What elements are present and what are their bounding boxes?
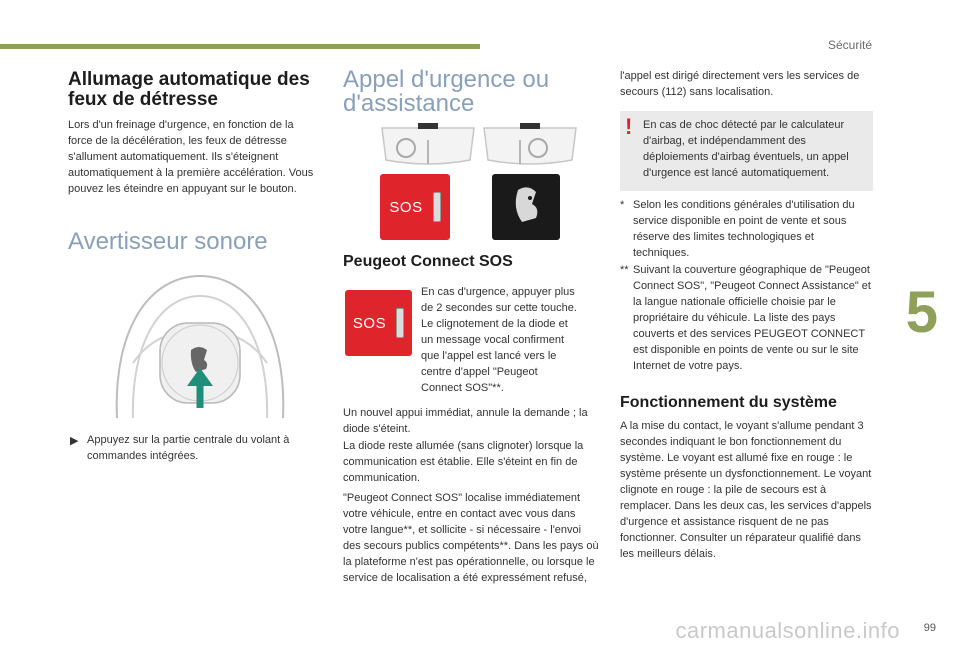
hazard-text: Lors d'un freinage d'urgence, en fonction de la force de la décélération, les feux de détresse s'allument automatiquement. Ils s'éteignent automatiquement à la première accélération. Vous pouvez les éteindre en appuyant sur le bouton. (68, 119, 314, 195)
sos-led-icon (433, 192, 441, 222)
note2-mark: ** (620, 264, 629, 276)
note2-text: Suivant la couverture géographique de "Peugeot Connect SOS", "Peugeot Connect Assistance" et la langue nationale officielle choisie par le propriétaire du véhicule. La liste des pays couverts et des services PEUGEOT CONNECT est disponible en points de vente ou sur le site Internet de votre pays. (633, 264, 871, 372)
mirror-console-left-illustration (378, 120, 478, 170)
sos-button-label: SOS (389, 198, 423, 216)
connect-intro-text: En cas d'urgence, appuyer plus de 2 secondes sur cette touche. Le clignotement de la diode et un message vocal confirment que l'appel est lancé vers le centre d'appel "Peugeot Connect SOS"**. (421, 286, 577, 394)
connect-sos-title: Peugeot Connect SOS (343, 253, 513, 270)
continued-text: l'appel est dirigé directement vers les services de secours (112) sans localisation. (620, 70, 860, 98)
chapter-number: 5 (905, 280, 938, 345)
hazard-title: Allumage automatique des feux de détresse (68, 69, 310, 110)
emergency-title: Appel d'urgence ou d'assistance (343, 66, 550, 117)
warning-icon: ! (625, 114, 633, 139)
system-title: Fonctionnement du système (620, 394, 837, 411)
cancel-text: Un nouvel appui immédiat, annule la demande ; la diode s'éteint. (343, 407, 588, 435)
horn-title: Avertisseur sonore (68, 228, 268, 255)
page-number: 99 (923, 622, 936, 634)
watermark: carmanualsonline.info (675, 618, 900, 643)
sos-illustration-label: SOS (352, 314, 387, 332)
section-title: Sécurité (827, 38, 872, 52)
localisation-text: "Peugeot Connect SOS" localise immédiatement votre véhicule, entre en contact avec vous dans votre langue**, et sollicite - si nécessaire - l'envoi des secours publics compétents**. Dans les pays où la plateforme n'est pas opérationnelle, ou lorsque le service de localisation a été expressément refusé, (343, 492, 599, 584)
note1-text: Selon les conditions générales d'utilisation du service disponible en point de vente et sous réserve des limites technologiques et techniques. (633, 199, 855, 259)
diode-text: La diode reste allumée (sans clignoter) lorsque la communication est établie. Elle s'éteint en fin de communication. (343, 440, 584, 484)
assistance-button[interactable] (492, 174, 560, 240)
bullet-arrow-icon: ▶ (70, 435, 79, 447)
system-text: A la mise du contact, le voyant s'allume pendant 3 secondes indiquant le bon fonctionnement du système. Le voyant est allumé fixe en rouge : le système présente un dysfonctionnement. Le voyant clignote en rouge : la pile de secours est à remplacer. Dans les deux cas, les services d'appels d'urgence et assistance risquent de ne pas fonctionner. Consulter un réparateur qualifié dans les meilleurs délais. (620, 420, 872, 560)
horn-instruction: Appuyez sur la partie centrale du volant à commandes intégrées. (87, 434, 290, 462)
peugeot-lion-icon (492, 174, 560, 240)
alert-text: En cas de choc détecté par le calculateur d'airbag, et indépendamment des déploiements d'airbag éventuels, un appel d'urgence est lancé automatiquement. (643, 119, 849, 179)
steering-wheel-illustration (105, 268, 295, 418)
sos-button-illustration (345, 290, 412, 356)
mirror-console-right-illustration (480, 120, 580, 170)
header-accent-bar (0, 44, 480, 49)
sos-button[interactable] (380, 174, 450, 240)
sos-illustration-led-icon (396, 308, 404, 338)
note1-mark: * (620, 199, 625, 211)
